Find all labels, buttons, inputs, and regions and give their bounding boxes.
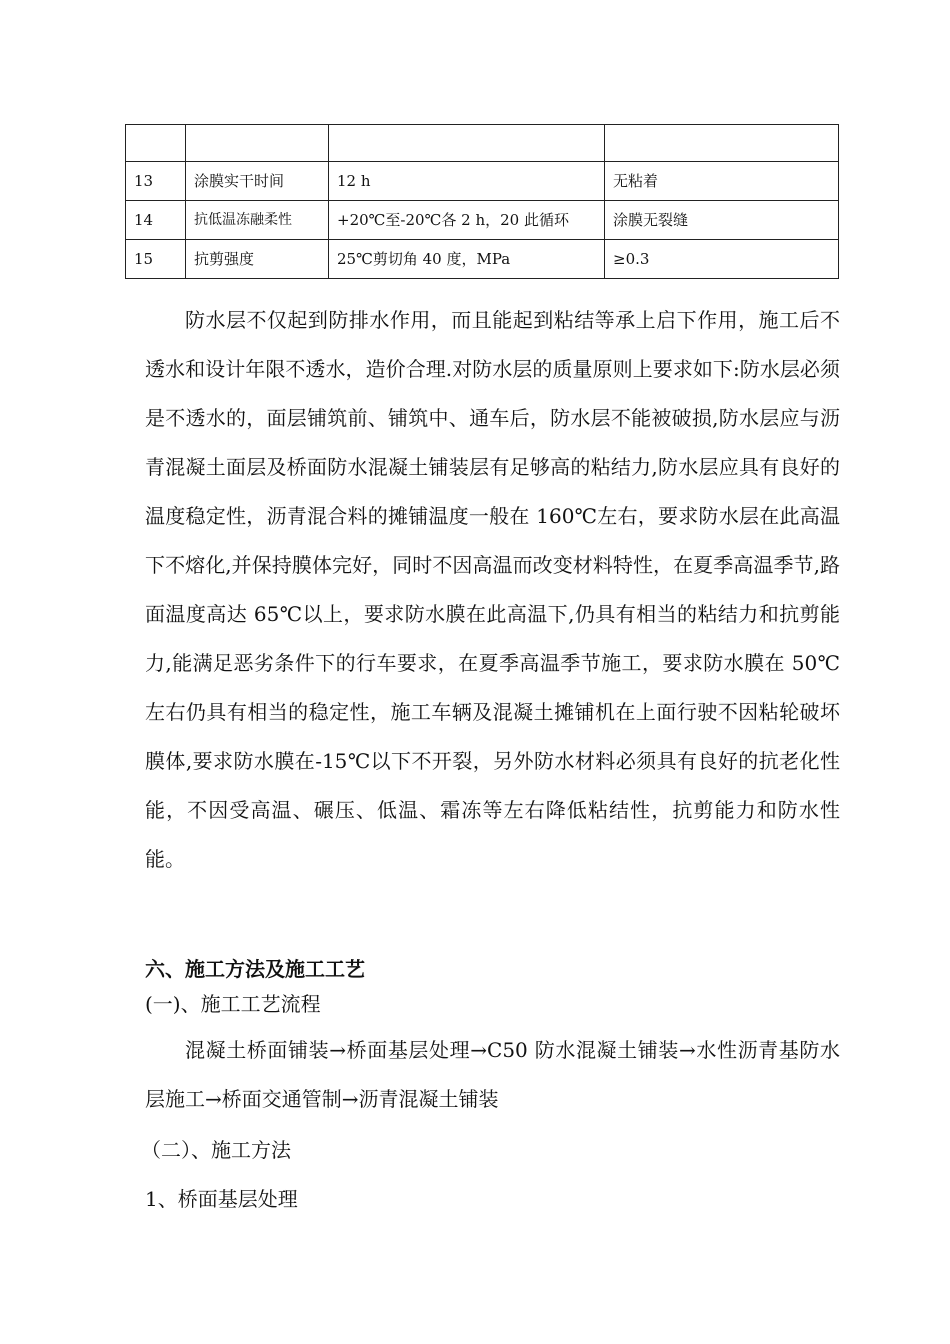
cell-item: 抗剪强度 — [186, 240, 329, 279]
cell-no: 13 — [126, 162, 186, 201]
cell-requirement: 无粘着 — [605, 162, 839, 201]
subsection-heading: (一)、施工工艺流程 — [145, 992, 321, 1016]
table-row — [126, 240, 839, 279]
cell-condition: 12 h — [329, 162, 605, 201]
cell-requirement: 涂膜无裂缝 — [605, 201, 839, 240]
cell-no: 15 — [126, 240, 186, 279]
cell-item: 抗低温冻融柔性 — [186, 201, 329, 240]
cell-requirement: ≥0.3 — [605, 240, 839, 279]
table-row — [126, 125, 839, 162]
cell-requirement — [605, 125, 839, 162]
table-row — [126, 201, 839, 240]
list-item-heading: 1、桥面基层处理 — [145, 1187, 298, 1211]
cell-no — [126, 125, 186, 162]
cell-condition: +20℃至-20℃各 2 h，20 此循环 — [329, 201, 605, 240]
subsection-heading: （二）、施工方法 — [141, 1138, 291, 1162]
cell-no: 14 — [126, 201, 186, 240]
cell-condition: 25℃剪切角 40 度，MPa — [329, 240, 605, 279]
process-flow-paragraph: 混凝土桥面铺装→桥面基层处理→C50 防水混凝土铺装→水性沥青基防水层施工→桥面交通管制→沥青混凝土铺装 — [145, 1038, 840, 1111]
cell-item: 涂膜实干时间 — [186, 162, 329, 201]
cell-item — [186, 125, 329, 162]
spec-table — [125, 124, 839, 279]
body-paragraph: 防水层不仅起到防排水作用，而且能起到粘结等承上启下作用，施工后不透水和设计年限不透水，造价合理.对防水层的质量原则上要求如下:防水层必须是不透水的，面层铺筑前、铺筑中、通车后，防水层不能被破损,防水层应与沥青混凝土面层及桥面防水混凝土铺装层有足够高的粘结力,防水层应具有良好的温度稳定性，沥青混合料的摊铺温度一般在 160℃左右，要求防水层在此高温下不熔化,并保持膜体完好，同时不因高温而改变材料特性，在夏季高温季节,路面温度高达 65℃以上，要求防水膜在此高温下,仍具有相当的粘结力和抗剪能力,能满足恶劣条件下的行车要求，在夏季高温季节施工，要求防水膜在 50℃左右仍具有相当的稳定性，施工车辆及混凝土摊铺机在上面行驶不因粘轮破坏膜体,要求防水膜在-15℃以下不开裂，另外防水材料必须具有良好的抗老化性能，不因受高温、碾压、低温、霜冻等左右降低粘结性，抗剪能力和防水性能。 — [145, 308, 840, 871]
cell-condition — [329, 125, 605, 162]
table-row — [126, 162, 839, 201]
section-heading: 六、施工方法及施工工艺 — [145, 957, 365, 981]
